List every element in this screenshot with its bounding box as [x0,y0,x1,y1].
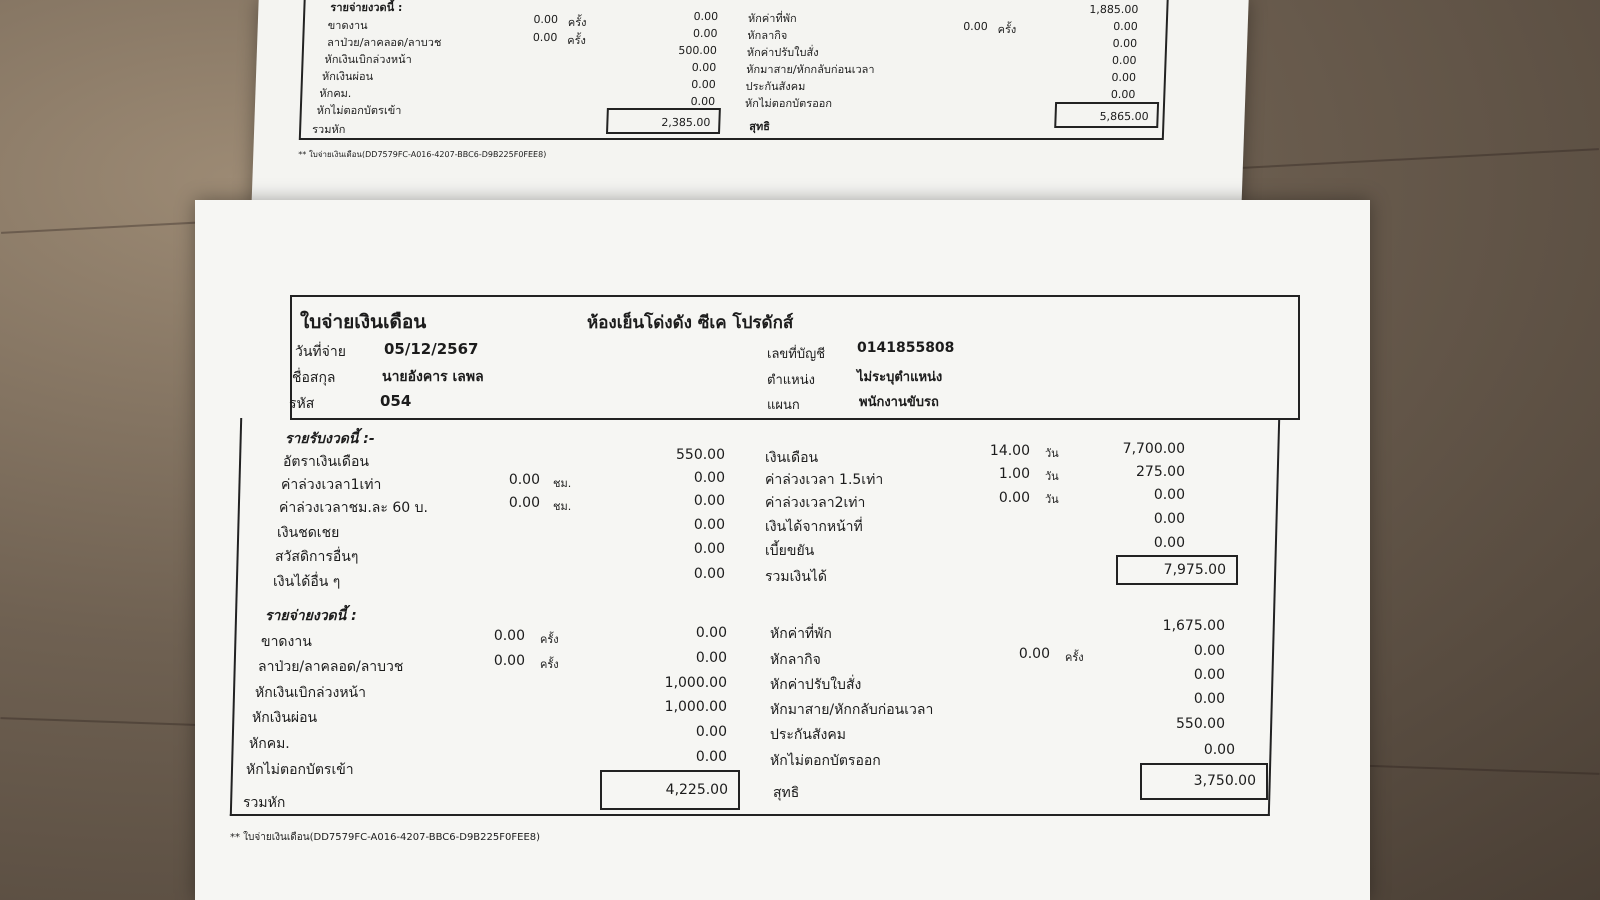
row-label: หักเงินเบิกล่วงหน้า [255,685,366,701]
row-label: หักลากิจ [747,29,788,42]
row-qty: 0.00 [493,628,525,644]
row-label: เงินได้อื่น ๆ [273,574,341,590]
row-amount: 1,000.00 [664,675,727,691]
row-amount: 0.00 [1153,535,1185,551]
row-qty: 0.00 [508,495,540,511]
row-amount: 0.00 [693,470,725,486]
payslip-header [290,295,1300,420]
row-amount: 0.00 [1113,20,1138,33]
row-qty: 0.00 [998,490,1030,506]
row-label: หักค่าที่พัก [770,626,832,642]
row-amount: 0.00 [1193,691,1225,707]
row-label: อัตราเงินเดือน [283,454,369,470]
payslip-footer: ** ใบจ่ายเงินเดือน(DD7579FC-A016-4207-BBC6-D9B225F0FEE8) [230,832,541,843]
account-label: เลขที่บัญชี [767,347,826,362]
row-unit: วัน [1045,447,1059,460]
row-label: หักค่าที่พัก [747,12,797,25]
row-label: หักลากิจ [770,652,821,668]
row-label: หักค่าปรับใบสั่ง [770,677,862,693]
row-amount: 0.00 [1153,511,1185,527]
total-income-label: รวมเงินได้ [765,569,827,585]
net-pay-value: 3,750.00 [1193,773,1256,789]
row-amount: 0.00 [695,625,727,641]
row-amount: 1,675.00 [1162,618,1225,634]
row-label: ลาป่วย/ลาคลอด/ลาบวช [258,659,404,675]
total-deduction-label: รวมหัก [311,123,346,136]
total-deduction-label: รวมหัก [243,795,286,811]
row-label: ค่าล่วงเวลา2เท่า [765,495,866,511]
total-deduction-value: 4,225.00 [665,782,728,798]
row-amount: 0.00 [693,493,725,509]
row-amount: 0.00 [1153,487,1185,503]
row-label: หักมาสาย/หักกลับก่อนเวลา [746,63,875,76]
account-number: 0141855808 [857,340,955,356]
row-amount: 0.00 [1193,667,1225,683]
row-label: หักไม่ตอกบัตรออก [770,753,881,769]
row-label: ประกันสังคม [745,80,806,93]
previous-payslip-frame [299,0,1169,140]
row-amount: 1,000.00 [664,699,727,715]
row-unit: ชม. [553,477,572,490]
row-label: หักเงินผ่อน [252,710,318,726]
row-amount: 275.00 [1136,464,1185,480]
row-amount: 1,885.00 [1089,3,1139,16]
row-amount: 0.00 [695,749,727,765]
row-label: ค่าล่วงเวลา1เท่า [281,477,382,493]
row-label: หักเงินเบิกล่วงหน้า [324,53,413,66]
row-qty: 0.00 [493,653,525,669]
row-label: หักคม. [249,736,290,752]
pay-date-label: วันที่จ่าย [295,344,346,360]
row-label: ค่าล่วงเวลา 1.5เท่า [765,472,884,488]
previous-payslip-paper [251,0,1248,210]
total-deduction-box [606,108,721,134]
row-label: สวัสดิการอื่นๆ [275,549,359,565]
row-amount: 0.00 [1111,71,1137,84]
row-amount: 0.00 [1111,54,1137,67]
net-pay-value: 5,865.00 [1099,110,1149,123]
deduction-section-label: รายจ่ายงวดนี้ : [330,1,403,14]
department-label: แผนก [767,398,800,413]
row-label: เบี้ยขยัน [765,543,815,559]
employee-code: 054 [380,392,412,410]
total-deduction-box [600,770,740,810]
income-section-label: รายรับงวดนี้ :- [285,431,375,447]
row-amount: 7,700.00 [1122,441,1185,457]
row-qty: 14.00 [989,443,1030,459]
row-qty: 1.00 [998,466,1030,482]
name-label: ชื่อสกุล [292,370,336,386]
row-amount: 0.00 [693,517,725,533]
row-unit: ครั้ง [540,658,559,671]
row-amount: 0.00 [695,724,727,740]
row-amount: 0.00 [690,78,716,91]
position-label: ตำแหน่ง [767,373,815,388]
row-label: หักไม่ตอกบัตรเข้า [316,104,402,117]
row-qty: 0.00 [533,13,559,26]
payslip-footer: ** ใบจ่ายเงินเดือน(DD7579FC-A016-4207-BBC6-D9B225F0FEE8) [298,150,547,159]
row-amount: 0.00 [1193,643,1225,659]
row-amount: 0.00 [1112,37,1138,50]
row-amount: 550.00 [1176,716,1225,732]
department-value: พนักงานขับรถ [859,395,939,410]
net-pay-label: สุทธิ [773,785,800,801]
row-unit: ครั้ง [997,23,1017,36]
position-value: ไม่ระบุตำแหน่ง [857,370,943,385]
total-deduction-value: 2,385.00 [661,116,711,129]
row-qty: 0.00 [508,472,540,488]
row-label: เงินเดือน [765,450,819,466]
row-label: ขาดงาน [327,19,368,32]
code-label: รหัส [289,396,315,412]
row-qty: 0.00 [1018,646,1050,662]
employee-name: นายอังคาร เลพล [382,369,484,385]
row-amount: 500.00 [678,44,718,57]
row-unit: ครั้ง [1065,651,1084,664]
row-amount: 0.00 [1203,742,1235,758]
row-label: หักมาสาย/หักกลับก่อนเวลา [770,702,934,718]
row-qty: 0.00 [963,20,988,33]
pay-date-value: 05/12/2567 [384,340,479,358]
row-amount: 0.00 [1110,88,1136,101]
row-amount: 0.00 [693,10,719,23]
payslip-paper [195,200,1370,900]
net-pay-box [1140,763,1268,800]
row-unit: ครั้ง [540,633,559,646]
row-amount: 0.00 [691,61,717,74]
row-unit: ชม. [553,500,572,513]
row-label: หักไม่ตอกบัตรเข้า [246,762,354,778]
row-unit: ครั้ง [567,16,587,29]
total-income-value: 7,975.00 [1163,562,1226,578]
row-label: ขาดงาน [261,634,312,650]
row-label: หักค่าปรับใบสั่ง [746,46,819,59]
row-amount: 0.00 [695,650,727,666]
row-label: หักคม. [319,87,352,100]
row-label: เงินชดเชย [277,525,340,541]
net-pay-label: สุทธิ [749,120,771,133]
row-unit: วัน [1045,493,1059,506]
row-amount: 0.00 [693,566,725,582]
row-label: เงินได้จากหน้าที่ [765,519,863,535]
row-unit: วัน [1045,470,1059,483]
row-label: หักเงินผ่อน [321,70,374,83]
row-unit: ครั้ง [567,34,587,47]
company-name: ห้องเย็นโด่งดัง ซีเค โปรดักส์ [587,313,794,333]
row-label: ค่าล่วงเวลาชม.ละ 60 บ. [279,500,428,516]
row-label: ลาป่วย/ลาคลอด/ลาบวช [326,36,442,49]
row-qty: 0.00 [532,31,558,44]
row-label: หักไม่ตอกบัตรออก [744,97,833,110]
row-amount: 0.00 [690,95,716,108]
total-income-box [1116,555,1238,585]
net-pay-box [1054,102,1159,128]
row-label: ประกันสังคม [770,727,846,743]
row-amount: 0.00 [692,27,718,40]
deduction-section-label: รายจ่ายงวดนี้ : [265,608,357,624]
payslip-title: ใบจ่ายเงินเดือน [300,311,427,333]
row-amount: 0.00 [693,541,725,557]
row-amount: 550.00 [676,447,725,463]
